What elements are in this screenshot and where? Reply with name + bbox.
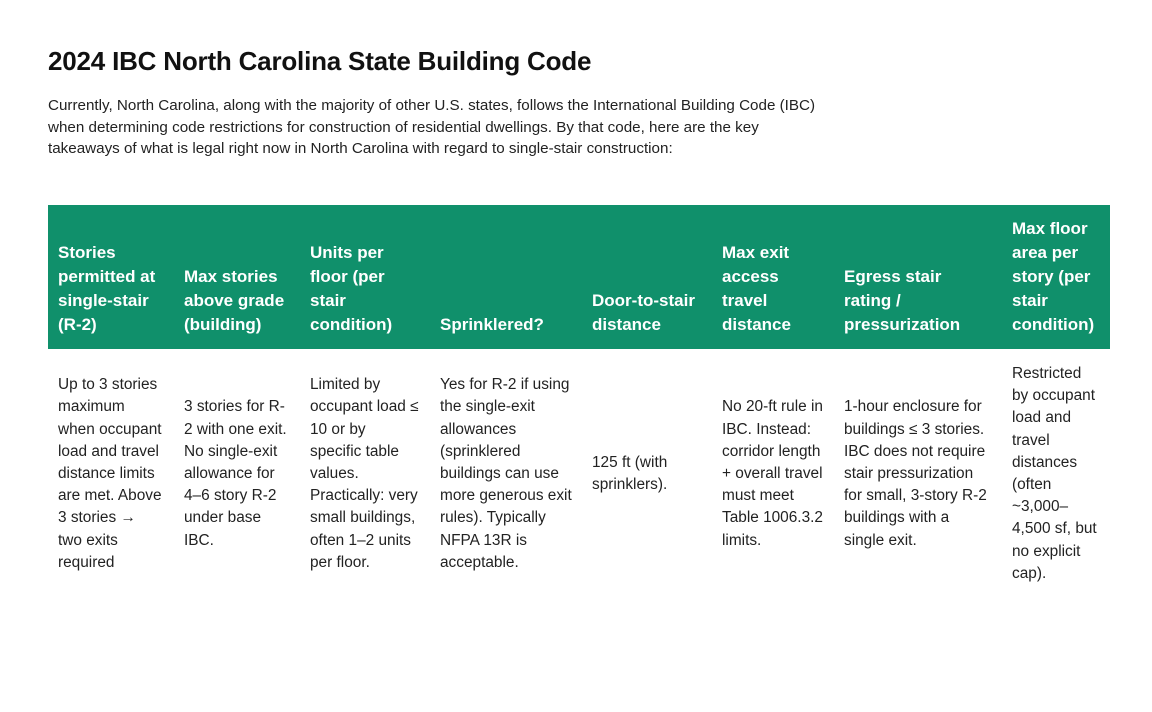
cell-max-floor-area: Restricted by occupant load and travel distances (often ~3,000–4,500 sf, but no explicit cap). [1012,365,1097,582]
cell-max-stories: 3 stories for R-2 with one exit. No single-exit allowance for 4–6 story R-2 under base IBC. [184,398,287,549]
cell-egress-stair: 1-hour enclosure for buildings ≤ 3 stories. IBC does not require stair pressurization for small, 3-story R-2 buildings with a single exit. [844,398,987,549]
table-header-row [48,205,1110,349]
header-stories-permitted: Stories permitted at single-stair (R-2) [48,205,174,349]
intro-paragraph: Currently, North Carolina, along with the majority of other U.S. states, follows the International Building Code (IBC) when determining code restrictions for construction of residential dwellings. By that code, here are the key takeaways of what is legal right now in North Carolina with regard to single-stair construction: [48,97,816,157]
cell-units-per-floor: Limited by occupant load ≤ 10 or by specific table values. Practically: very small buildings, often 1–2 units per floor. [310,376,419,571]
cell-stories-permitted: Up to 3 stories maximum when occupant load and travel distance limits are met. Above 3 stories → two exits required [58,376,162,571]
code-table [48,205,1110,593]
table-row [48,349,1110,593]
header-units-per-floor: Units per floor (per stair condition) [300,205,430,349]
header-egress-stair: Egress stair rating / pressurization [834,205,1002,349]
cell-sprinklered: Yes for R-2 if using the single-exit allowances (sprinklered buildings can use more generous exit rules). Typically NFPA 13R is acceptable. [440,376,572,571]
header-sprinklered: Sprinklered? [430,205,582,349]
cell-travel-distance: No 20-ft rule in IBC. Instead: corridor length + overall travel must meet Table 1006.3.2 limits. [722,398,823,549]
header-door-to-stair: Door-to-stair distance [582,205,712,349]
cell-door-to-stair: 125 ft (with sprinklers). [592,453,668,494]
header-max-floor-area: Max floor area per story (per stair condition) [1002,205,1110,349]
header-max-stories: Max stories above grade (building) [174,205,300,349]
header-travel-distance: Max exit access travel distance [712,205,834,349]
page-title: 2024 IBC North Carolina State Building Code [48,46,592,76]
